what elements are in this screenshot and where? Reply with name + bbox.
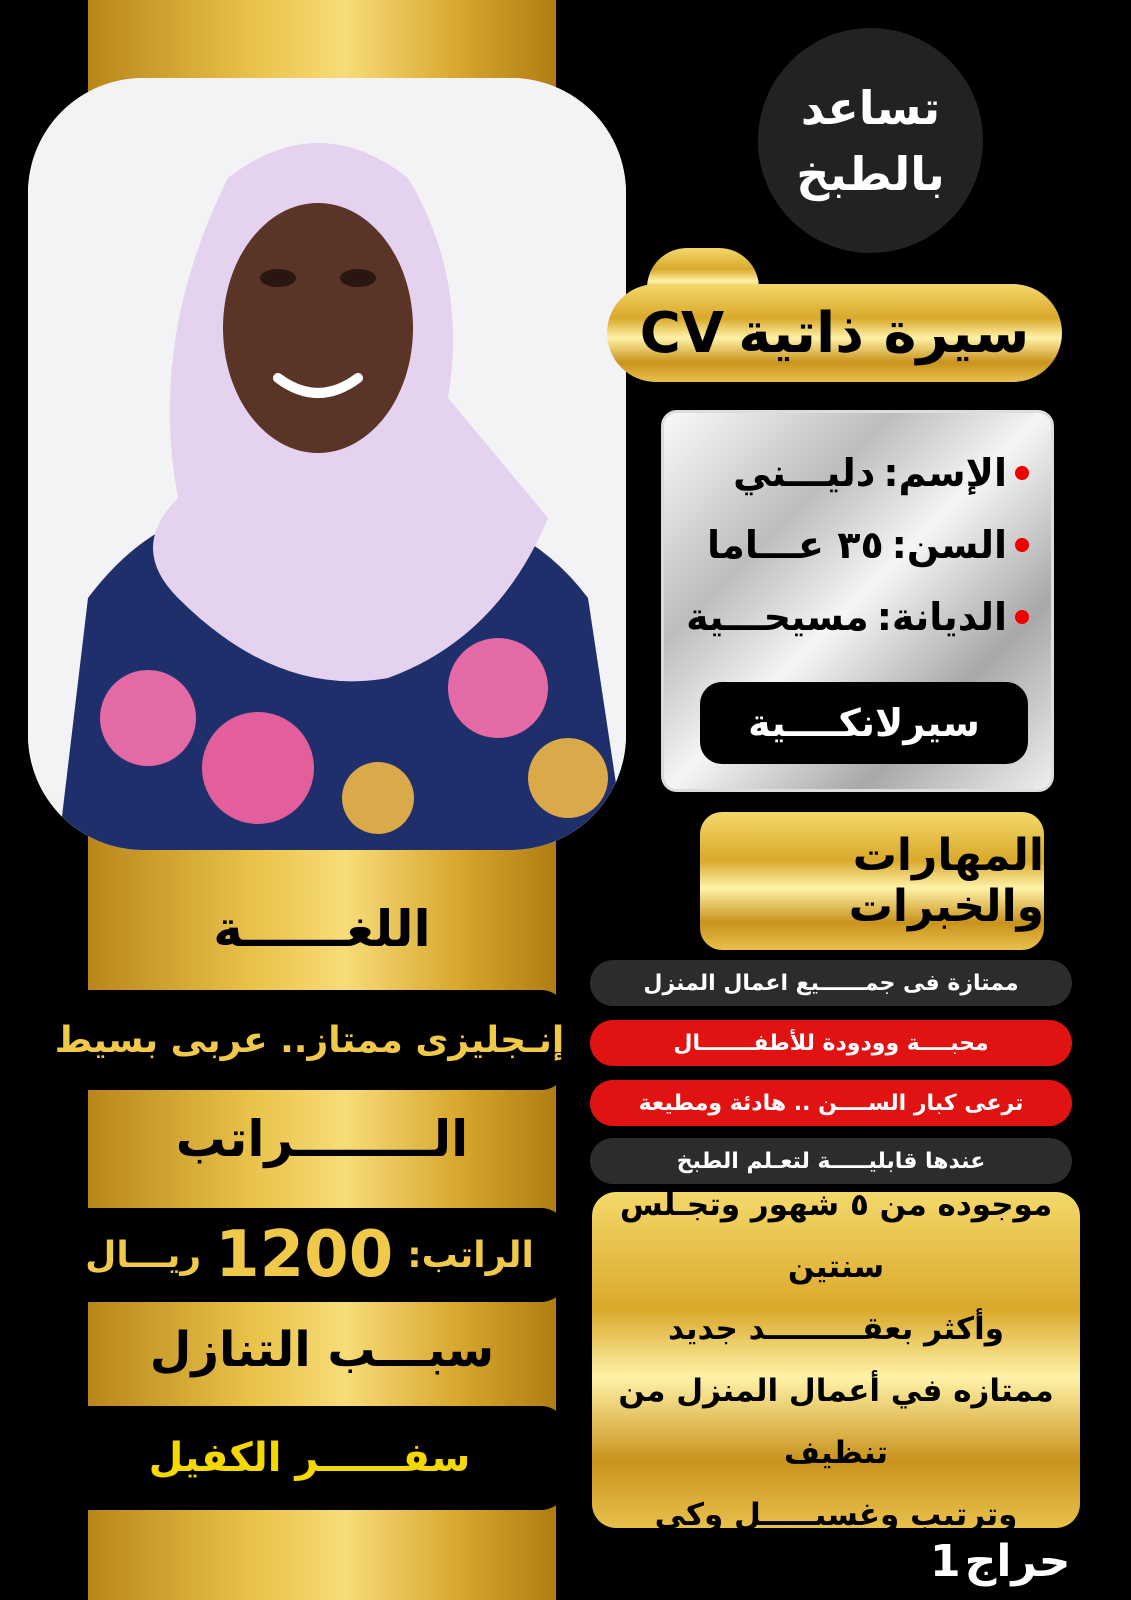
description-box: [592, 1187, 1080, 1533]
religion-label: الديانة:: [876, 595, 1007, 639]
salary-currency: ريـــال: [85, 1234, 202, 1276]
reason-value: سفــــــر الكفيل: [52, 1406, 567, 1510]
description-line: ممتازه في أعمال المنزل من تنظيف: [618, 1373, 1054, 1471]
portrait-illustration: [28, 78, 626, 850]
age-label: السن:: [891, 523, 1007, 567]
language-value: إنـجليزى ممتاز.. عربى بسيط: [52, 990, 567, 1090]
salary-label: الــــــــراتب: [175, 1110, 469, 1168]
name-value: دليـــني: [733, 451, 876, 495]
name-label: الإسم:: [883, 451, 1007, 495]
reason-label: سبـــب التنازل: [149, 1322, 495, 1378]
skills-heading: المهارات والخبرات: [700, 812, 1044, 950]
info-name: [733, 451, 1029, 495]
nationality-badge: سيرلانكــــية: [700, 682, 1028, 764]
skill-item: عندها قابليـــــة لتعـلم الطبخ: [590, 1138, 1072, 1184]
description-line: وأكثر بعقـــــــــد جديد: [668, 1311, 1004, 1347]
watermark-text: حراج: [964, 1536, 1071, 1587]
worker-photo: [28, 78, 626, 850]
watermark: [930, 1536, 1071, 1587]
religion-value: مسيحـــية: [686, 595, 869, 639]
cv-title-latin: CV: [639, 300, 725, 366]
watermark-number: 1: [930, 1536, 961, 1587]
description-line: موجوده من ٥ شهور وتجـلس سنتين: [619, 1187, 1053, 1285]
salary-prefix: الراتب:: [407, 1234, 534, 1276]
info-religion: [686, 595, 1029, 639]
age-value: ٣٥ عـــاما: [707, 523, 884, 567]
bullet-icon: [1015, 466, 1029, 480]
salary-amount: 1200: [215, 1218, 394, 1292]
description-line: وترتيب وغسيـــــل وكي: [654, 1497, 1018, 1533]
bullet-icon: [1015, 610, 1029, 624]
language-label: اللغــــــة: [213, 900, 431, 958]
cv-title-text: سيرة ذاتية: [738, 300, 1030, 366]
cv-title: [607, 284, 1062, 382]
info-age: [707, 523, 1029, 567]
skill-item: ترعى كبار الســــن .. هادئة ومطيعة: [590, 1080, 1072, 1126]
salary-box: [52, 1208, 567, 1302]
badge-cooking: تساعد بالطبخ: [758, 28, 983, 253]
skill-item: ممتازة فى جمــــــيع اعمال المنزل: [590, 960, 1072, 1006]
skill-item: محبــــة وودودة للأطفـــــــال: [590, 1020, 1072, 1066]
bullet-icon: [1015, 538, 1029, 552]
